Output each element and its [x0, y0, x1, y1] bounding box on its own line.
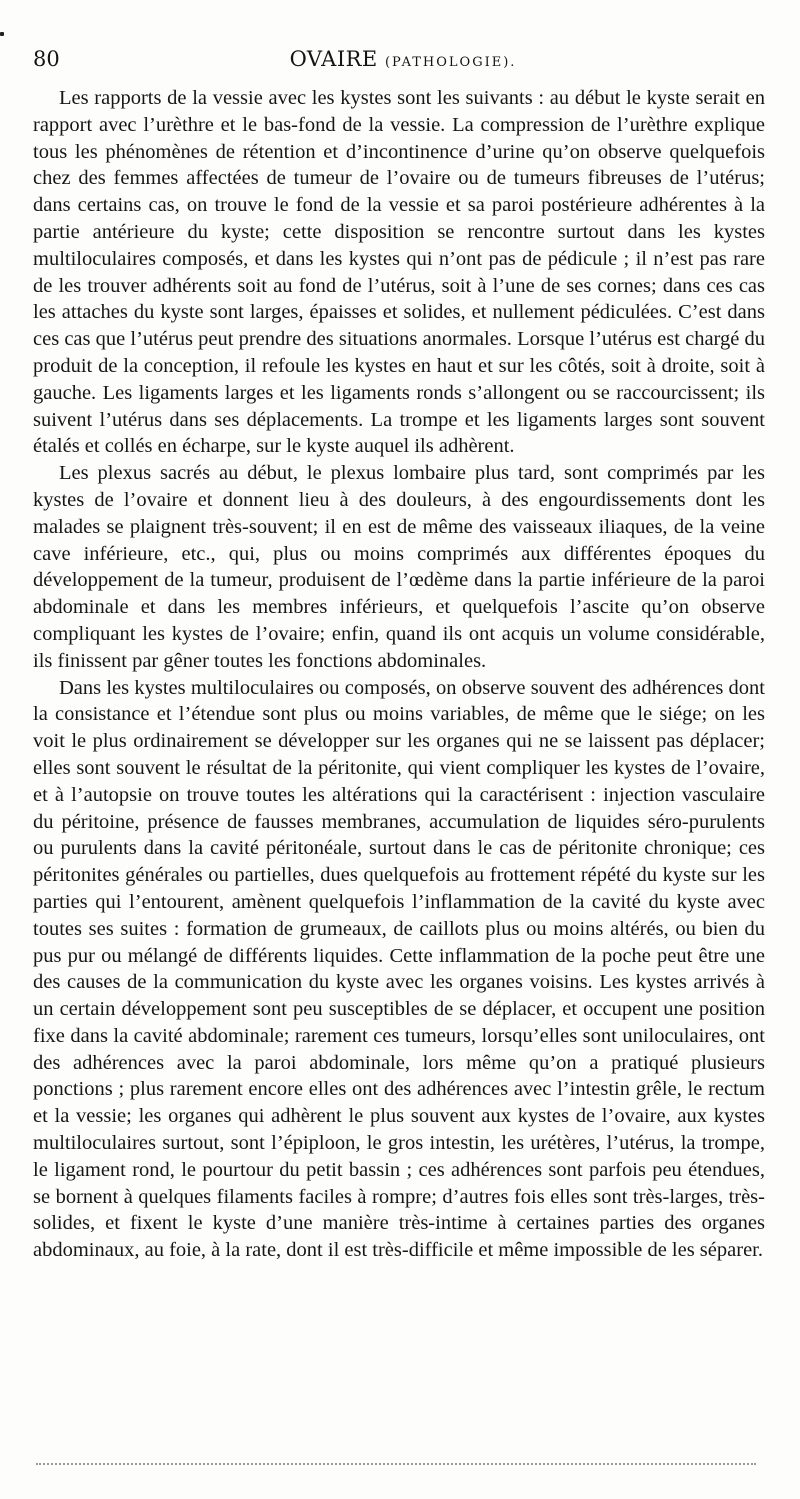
running-title-sub: (PATHOLOGIE).: [384, 55, 517, 70]
paragraph-3: Dans les kystes multiloculaires ou composés, on observe souvent des adhérences dont la consistance et l’étendue sont plus ou moins variables, de même que le siége; on les voit le plus ordinairement se développer sur les organes qui ne se laissent pas déplacer; elles sont souvent le résultat de la péritonite, qui vient compliquer les kystes de l’ovaire, et à l’autopsie on trouve toutes les altérations qui la caractérisent : injection vasculaire du péritoine, présence de fausses membranes, accumulation de liquides séro-purulents ou purulents dans la cavité péritonéale, surtout dans le cas de péritonite chronique; ces péritonites générales ou partielles, dues quelquefois au frottement répété du kyste sur les parties qui l’entourent, amènent quelquefois l’inflammation de la cavité du kyste avec toutes ses suites : formation de grumeaux, de caillots plus ou moins altérés, ou bien du pus pur ou mélangé de différents liquides. Cette inflammation de la poche peut être une des causes de la communication du kyste avec les organes voisins. Les kystes arrivés à un certain développement sont peu susceptibles de se déplacer, et occupent une position fixe dans la cavité abdominale; rarement ces tumeurs, lorsqu’elles sont uniloculaires, ont des adhérences avec la paroi abdominale, lors même qu’on a pratiqué plusieurs ponctions ; plus rarement encore elles ont des adhérences avec l’intestin grêle, le rectum et la vessie; les organes qui adhèrent le plus souvent aux kystes de l’ovaire, aux kystes multiloculaires surtout, sont l’épiploon, le gros intestin, les urétères, l’utérus, la trompe, le ligament rond, le pourtour du petit bassin ; ces adhérences sont parfois peu étendues, se bornent à quelques filaments faciles à rompre; d’autres fois elles sont très-larges, très-solides, et fixent le kyste d’une manière très-intime à certaines parties des organes abdominaux, au foie, à la rate, dont il est très-difficile et même impossible de les séparer.: [33, 676, 765, 1262]
running-title: [33, 44, 773, 78]
page-number: 80: [33, 47, 60, 71]
paragraph-1: Les rapports de la vessie avec les kystes sont les suivants : au début le kyste serait en rapport avec l’urèthre et le bas-fond de la vessie. La compression de l’urèthre explique tous les phénomènes de rétention et d’incontinence d’urine qu’on observe quelquefois chez des femmes affectées de tumeur de l’ovaire ou de tumeurs fibreuses de l’utérus; dans certains cas, on trouve le fond de la vessie et sa paroi postérieure adhérentes à la partie antérieure du kyste; cette disposition se rencontre surtout dans les kystes multiloculaires composés, et dans les kystes qui n’ont pas de pédicule ; il n’est pas rare de les trouver adhérents soit au fond de l’utérus, soit à l’une de ses cornes; dans ces cas les attaches du kyste sont larges, épaisses et solides, et nullement pédiculées. C’est dans ces cas que l’utérus peut prendre des situations anormales. Lorsque l’utérus est chargé du produit de la conception, il refoule les kystes en haut et sur les côtés, soit à droite, soit à gauche. Les ligaments larges et les ligaments ronds s’allongent ou se raccourcissent; ils suivent l’utérus dans ses déplacements. La trompe et les ligaments larges sont souvent étalés et collés en écharpe, sur le kyste auquel ils adhèrent.: [33, 87, 765, 458]
running-header: [33, 44, 773, 76]
running-title-main: OVAIRE: [289, 47, 378, 71]
paragraph-2: Les plexus sacrés au début, le plexus lombaire plus tard, sont comprimés par les kystes de l’ovaire et donnent lieu à des douleurs, à des engourdissements dont les malades se plaignent très-souvent; il en est de même des vaisseaux iliaques, de la veine cave inférieure, etc., qui, plus ou moins comprimés aux différentes époques du développement de la tumeur, produisent de l’œdème dans la partie inférieure de la paroi abdominale et dans les membres inférieurs, et quelquefois l’ascite qu’on observe compliquant les kystes de l’ovaire; enfin, quand ils ont acquis un volume considérable, ils finissent par gêner toutes les fonctions abdominales.: [33, 462, 765, 672]
ink-speck: [0, 32, 4, 36]
bleed-through-rule: [36, 1463, 756, 1465]
body-text: [33, 85, 765, 1264]
